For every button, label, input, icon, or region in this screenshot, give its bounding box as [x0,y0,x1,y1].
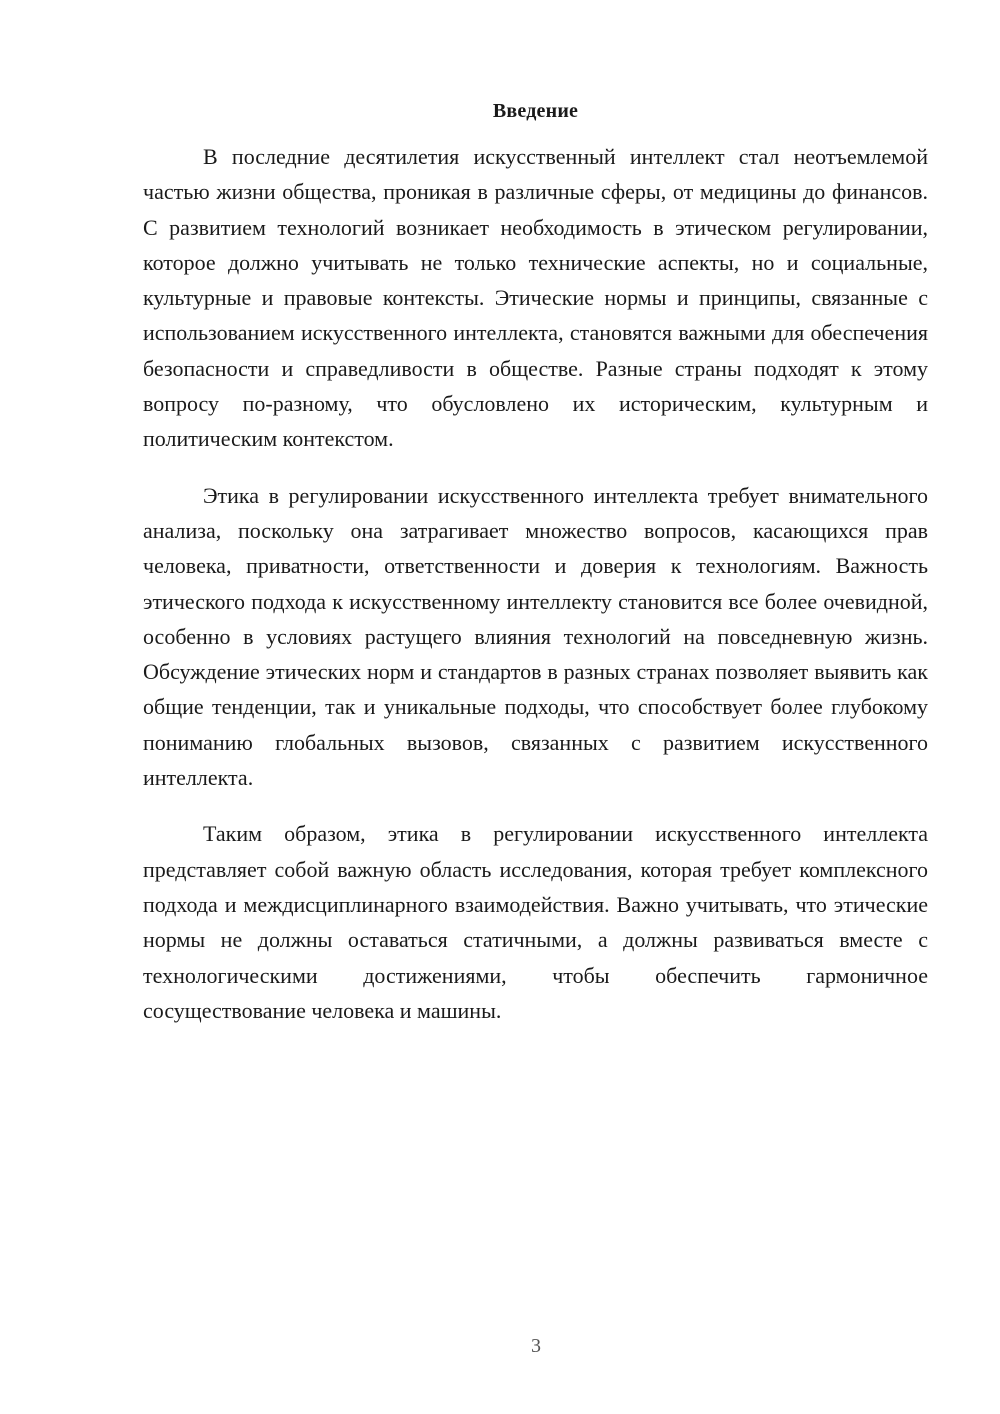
page-number: 3 [531,1335,541,1357]
paragraph-1: В последние десятилетия искусственный интеллект стал неотъемлемой частью жизни общества, проникая в различные сферы, от медицины до финансов. С развитием технологий возникает необходимость в этическом регулировании, которое должно учитывать не только технические аспекты, но и социальные, культурные и правовые контексты. Этические нормы и принципы, связанные с использованием искусственного интеллекта, становятся важными для обеспечения безопасности и справедливости в обществе. Разные страны подходят к этому вопросу по-разному, что обусловлено их историческим, культурным и политическим контекстом. [143,144,928,452]
paragraph-2: Этика в регулировании искусственного интеллекта требует внимательного анализа, поскольку она затрагивает множество вопросов, касающихся прав человека, приватности, ответственности и доверия к технологиям. Важность этического подхода к искусственному интеллекту становится все более очевидной, особенно в условиях растущего влияния технологий на повседневную жизнь. Обсуждение этических норм и стандартов в разных странах позволяет выявить как общие тенденции, так и уникальные подходы, что способствует более глубокому пониманию глобальных вызовов, связанных с развитием искусственного интеллекта. [143,482,928,791]
page-content [143,96,928,1049]
section-heading: Введение [492,100,579,122]
paragraph-3: Таким образом, этика в регулировании искусственного интеллекта представляет собой важную область исследования, которая требует комплексного подхода и междисциплинарного взаимодействия. Важно учитывать, что этические нормы не должны оставаться статичными, а должны развиваться вместе с технологическими достижениями, чтобы обеспечить гармоничное сосуществование человека и машины. [143,821,928,1023]
